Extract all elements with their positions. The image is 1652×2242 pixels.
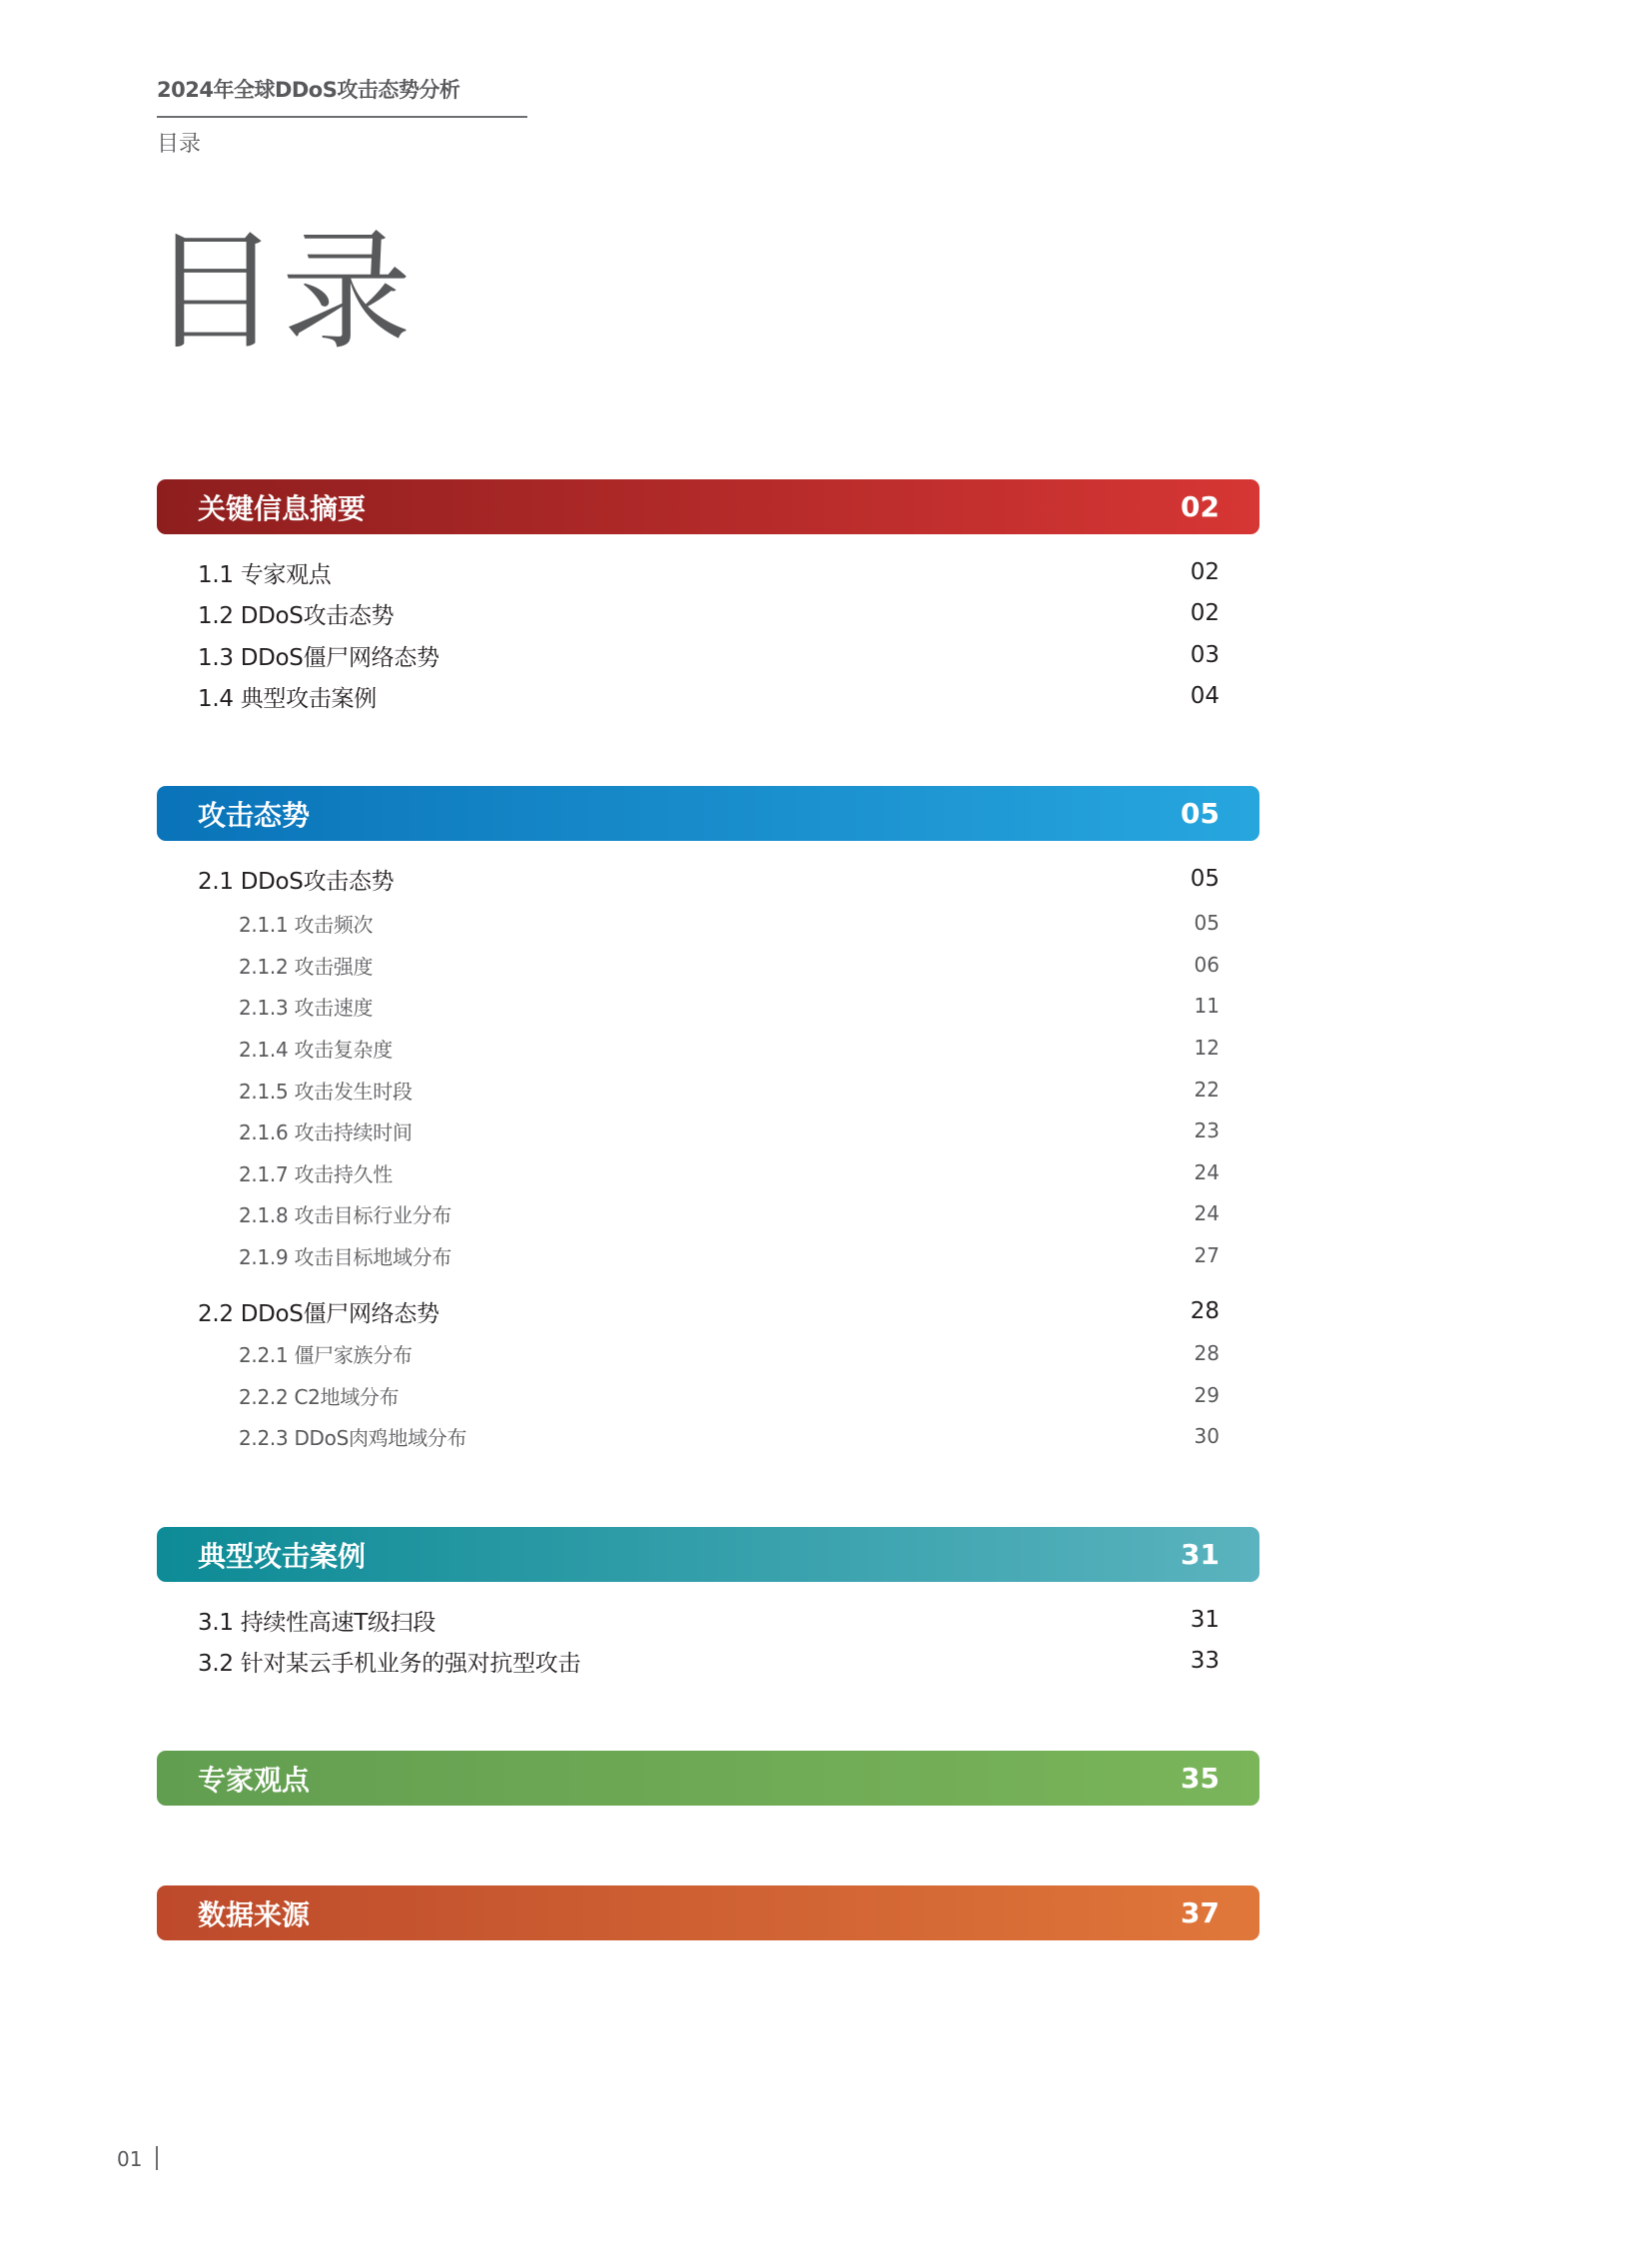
toc-subentry-page: 06 (1194, 953, 1220, 977)
header-divider (157, 116, 527, 118)
toc-subentry-label: 2.1.7 攻击持久性 (239, 1161, 393, 1186)
toc-section-page: 37 (1181, 1896, 1220, 1929)
toc-section-typical-cases[interactable] (157, 1527, 1259, 1582)
toc-subentry-label: 2.1.2 攻击强度 (239, 954, 374, 979)
toc-entry-page: 02 (1190, 600, 1220, 626)
toc-entry-label: 3.1 持续性高速T级扫段 (198, 1609, 436, 1636)
section-label: 目录 (157, 132, 202, 157)
toc-subentry-label: 2.1.8 攻击目标行业分布 (239, 1202, 452, 1227)
toc-section-page: 02 (1181, 490, 1220, 523)
toc-entry-label: 3.2 针对某云手机业务的强对抗型攻击 (198, 1650, 581, 1677)
toc-subentry-page: 11 (1194, 994, 1220, 1018)
toc-subentry-page: 12 (1194, 1036, 1220, 1060)
toc-entry-label: 2.1 DDoS攻击态势 (198, 868, 395, 895)
toc-entry-label: 1.3 DDoS僵尸网络态势 (198, 644, 439, 671)
toc-entry-page: 04 (1190, 683, 1220, 709)
toc-entry-label: 1.4 典型攻击案例 (198, 685, 377, 712)
toc-section-attack-trends[interactable] (157, 786, 1259, 841)
toc-subentry-page: 27 (1194, 1243, 1220, 1267)
toc-subentry-label: 2.2.3 DDoS肉鸡地域分布 (239, 1425, 467, 1450)
toc-subentry[interactable] (239, 1155, 1220, 1189)
toc-subentry[interactable] (239, 906, 1220, 940)
toc-section-title: 典型攻击案例 (198, 1539, 367, 1573)
toc-subentry[interactable] (239, 1378, 1220, 1412)
toc-subentry[interactable] (239, 1238, 1220, 1272)
toc-subentry-page: 29 (1194, 1383, 1220, 1407)
toc-subentry-label: 2.2.2 C2地域分布 (239, 1384, 400, 1409)
toc-section-page: 35 (1181, 1762, 1220, 1795)
toc-entry-label: 2.2 DDoS僵尸网络态势 (198, 1300, 439, 1327)
toc-subentry-page: 22 (1194, 1078, 1220, 1102)
toc-subentry-label: 2.1.4 攻击复杂度 (239, 1037, 393, 1062)
toc-subentry[interactable] (239, 989, 1220, 1023)
toc-entry[interactable] (198, 1294, 1220, 1328)
document-title: 2024年全球DDoS攻击态势分析 (157, 78, 460, 102)
toc-subentry-label: 2.2.1 僵尸家族分布 (239, 1342, 413, 1367)
toc-section-title: 专家观点 (198, 1763, 311, 1797)
toc-section-title: 数据来源 (198, 1897, 311, 1931)
toc-subentry[interactable] (239, 1196, 1220, 1230)
toc-entry[interactable] (198, 1603, 1220, 1637)
toc-subentry[interactable] (239, 1114, 1220, 1147)
toc-section-key-summary[interactable] (157, 479, 1259, 534)
toc-subentry-label: 2.1.1 攻击频次 (239, 912, 374, 937)
toc-section-page: 31 (1181, 1538, 1220, 1571)
footer-divider (156, 2146, 158, 2170)
toc-subentry-label: 2.1.6 攻击持续时间 (239, 1120, 413, 1144)
toc-section-data-sources[interactable] (157, 1885, 1259, 1940)
toc-subentry-label: 2.1.3 攻击速度 (239, 995, 374, 1020)
toc-subentry-page: 28 (1194, 1341, 1220, 1365)
toc-entry-page: 33 (1190, 1648, 1220, 1674)
toc-entry-page: 02 (1190, 559, 1220, 585)
toc-subentry-page: 30 (1194, 1424, 1220, 1448)
toc-entry-page: 03 (1190, 642, 1220, 668)
toc-entry-page: 31 (1190, 1607, 1220, 1633)
toc-section-title: 攻击态势 (198, 798, 311, 832)
toc-subentry-page: 24 (1194, 1160, 1220, 1184)
page-title: 目录 (150, 216, 414, 368)
toc-subentry[interactable] (239, 948, 1220, 982)
toc-subentry[interactable] (239, 1073, 1220, 1107)
toc-subentry[interactable] (239, 1031, 1220, 1065)
toc-entry[interactable] (198, 555, 1220, 589)
toc-entry[interactable] (198, 638, 1220, 672)
toc-entry-label: 1.1 专家观点 (198, 561, 332, 588)
toc-entry-page: 28 (1190, 1298, 1220, 1324)
page-number: 01 (117, 2147, 143, 2171)
toc-subentry-page: 23 (1194, 1119, 1220, 1142)
toc-section-page: 05 (1181, 797, 1220, 830)
toc-entry[interactable] (198, 596, 1220, 630)
toc-entry[interactable] (198, 862, 1220, 896)
toc-subentry-label: 2.1.9 攻击目标地域分布 (239, 1244, 452, 1269)
toc-subentry[interactable] (239, 1419, 1220, 1453)
toc-subentry[interactable] (239, 1336, 1220, 1370)
toc-entry-label: 1.2 DDoS攻击态势 (198, 602, 395, 629)
toc-entry-page: 05 (1190, 866, 1220, 892)
toc-subentry-page: 05 (1194, 911, 1220, 935)
toc-section-title: 关键信息摘要 (198, 491, 367, 525)
toc-entry[interactable] (198, 1644, 1220, 1678)
toc-subentry-page: 24 (1194, 1201, 1220, 1225)
toc-subentry-label: 2.1.5 攻击发生时段 (239, 1079, 413, 1104)
toc-entry[interactable] (198, 679, 1220, 713)
toc-section-expert-views[interactable] (157, 1751, 1259, 1806)
